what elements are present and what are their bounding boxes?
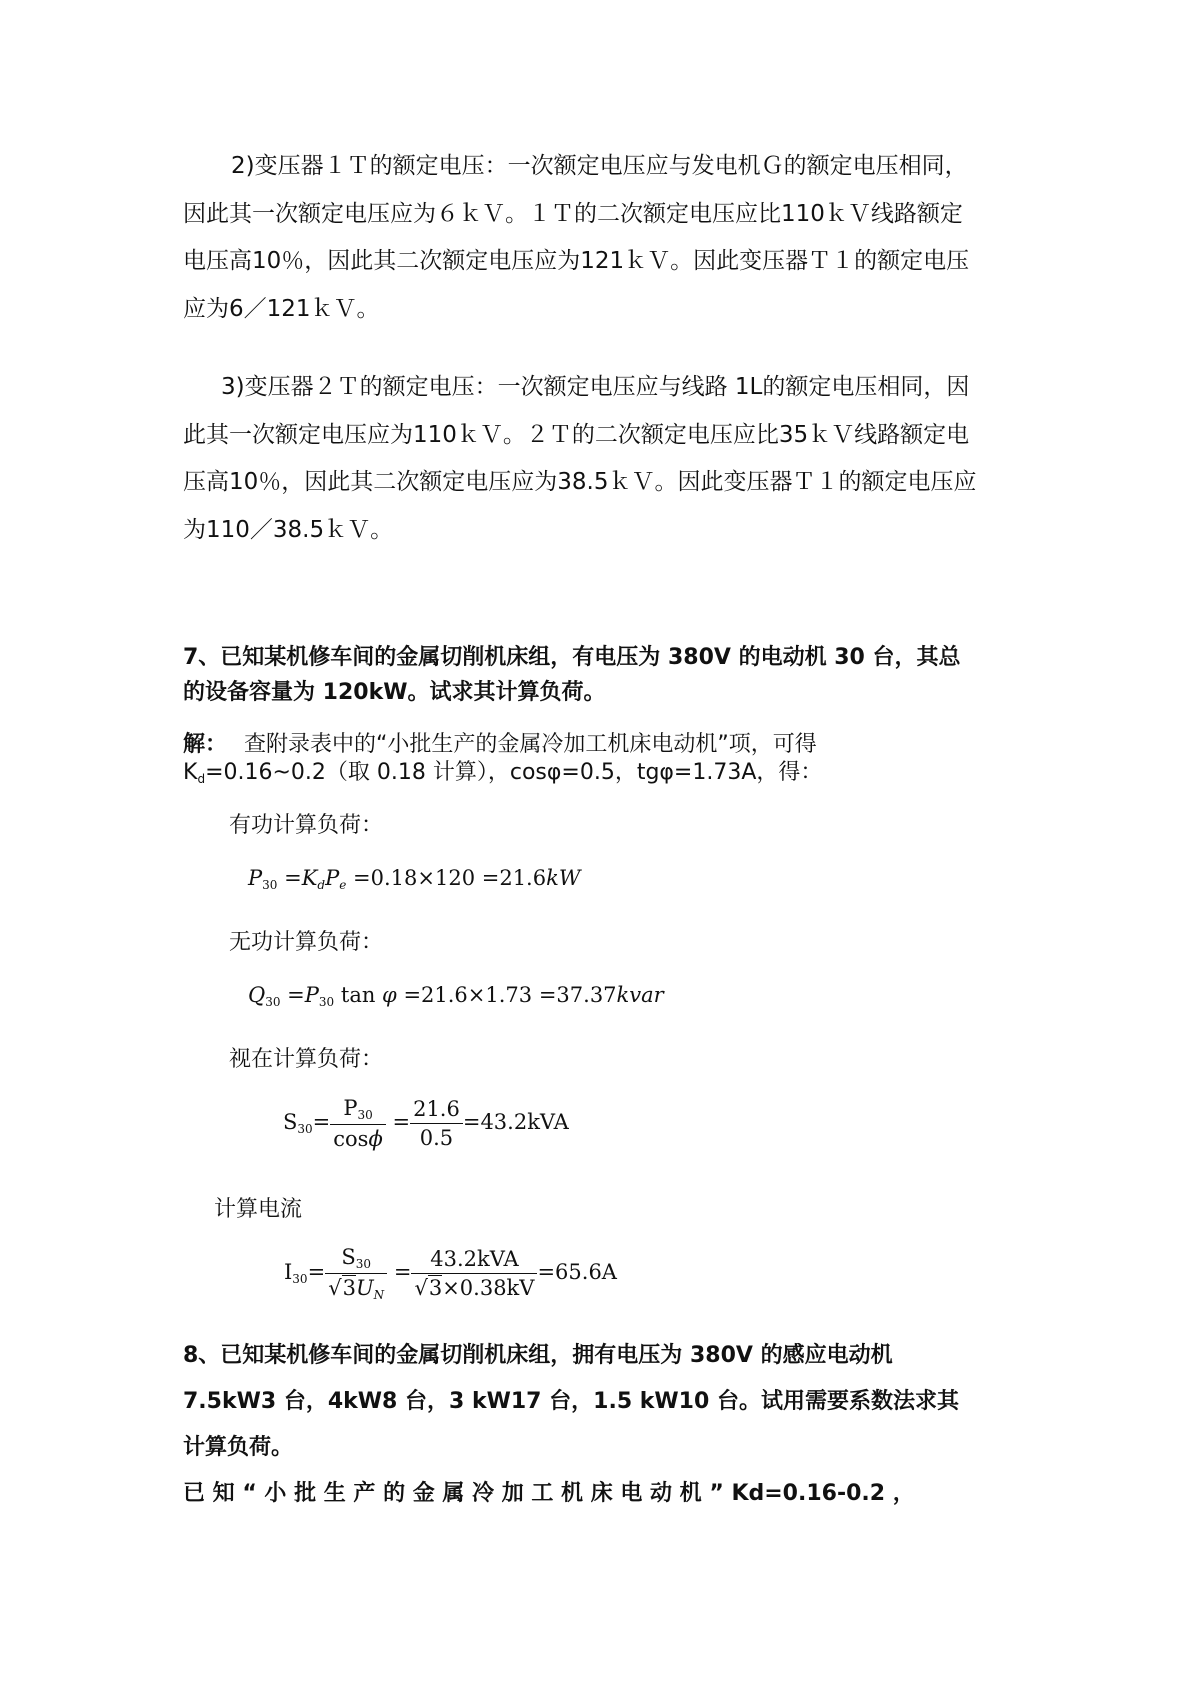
fraction: $\frac{21.6}{0.5}$ <box>410 1097 463 1150</box>
question-8 <box>183 1333 1028 1517</box>
fraction: $\frac{P_{30}}{\cos\phi}$ <box>330 1096 386 1151</box>
paragraph-line: 已 知 “ 小 批 生 产 的 金 属 冷 加 工 机 床 电 动 机 ” Kd=0.16-0.2 ， <box>183 1481 915 1506</box>
paragraph-line: 计算负荷。 <box>183 1435 294 1460</box>
paragraph-line: 7.5kW3 台，4kW8 台，3 kW17 台，1.5 kW10 台。试用需要系数法求其 <box>183 1389 959 1414</box>
solution-intro <box>183 727 817 758</box>
fraction: $\frac{S_{30}}{√3U_N}$ <box>325 1245 387 1302</box>
paragraph-line: 因此其一次额定电压应为６ｋＶ。１Ｔ的二次额定电压应比110ｋＶ线路额定 <box>183 200 963 227</box>
paragraph-line: 2)变压器１Ｔ的额定电压：一次额定电压应与发电机Ｇ的额定电压相同， <box>231 153 968 179</box>
current-formula: $I_{30}=$ $\frac{S_{30}}{√3U_N}$ = $\frac{\text{43.2kVA}}{√3\times 0.38kV}$ =65.6A <box>284 1245 617 1302</box>
active-load-formula: $P_{30} =K_dP_e =0.18\times 120 =21.6kW$ <box>248 866 581 892</box>
paragraph-line: 8、已知某机修车间的金属切削机床组，拥有电压为 380V 的感应电动机 <box>183 1343 893 1368</box>
solution-text: 查附录表中的“小批生产的金属冷加工机床电动机”项，可得 <box>244 732 817 757</box>
question-7-line-2: 的设备容量为 120kW。试求其计算负荷。 <box>183 680 606 705</box>
apparent-load-formula: $S_{30}=$ $\frac{P_{30}}{\cos\phi}$ = $\frac{21.6}{0.5}$ =43.2kVA <box>283 1096 569 1151</box>
transformer-1t-paragraph <box>183 143 1028 333</box>
reactive-load-label: 无功计算负荷： <box>229 930 384 955</box>
transformer-2t-paragraph <box>183 364 1028 554</box>
paragraph-line: 电压高10％，因此其二次额定电压应为121ｋＶ。因此变压器Ｔ１的额定电压 <box>183 248 970 274</box>
paragraph-line: 此其一次额定电压应为110ｋＶ。２Ｔ的二次额定电压应比35ｋＶ线路额定电 <box>183 421 970 448</box>
solution-label: 解： <box>183 732 228 757</box>
paragraph-line: 压高10％，因此其二次额定电压应为38.5ｋＶ。因此变压器Ｔ１的额定电压应 <box>183 469 977 495</box>
apparent-load-label: 视在计算负荷： <box>229 1047 384 1072</box>
paragraph-line: 为110／38.5ｋＶ。 <box>183 516 394 543</box>
fraction: $\frac{\text{43.2kVA}}{√3\times 0.38kV}$ <box>411 1247 537 1300</box>
paragraph-line: 应为6／121ｋＶ。 <box>183 295 380 322</box>
active-load-label: 有功计算负荷： <box>229 813 384 838</box>
coefficient-line: $K_d=0.16\sim 0.2$（取 0.18 计算），cosφ=0.5，tgφ=1.73A，得： <box>183 760 823 786</box>
paragraph-line: 3)变压器２Ｔ的额定电压：一次额定电压应与线路 1L的额定电压相同，因 <box>221 374 970 400</box>
reactive-load-formula: $Q_{30} =P_{30}$ tan φ =21.6×1.73 =37.37kvar <box>248 983 664 1009</box>
current-label: 计算电流 <box>214 1197 303 1222</box>
question-7-line-1: 7、已知某机修车间的金属切削机床组，有电压为 380V 的电动机 30 台，其总 <box>183 645 961 670</box>
